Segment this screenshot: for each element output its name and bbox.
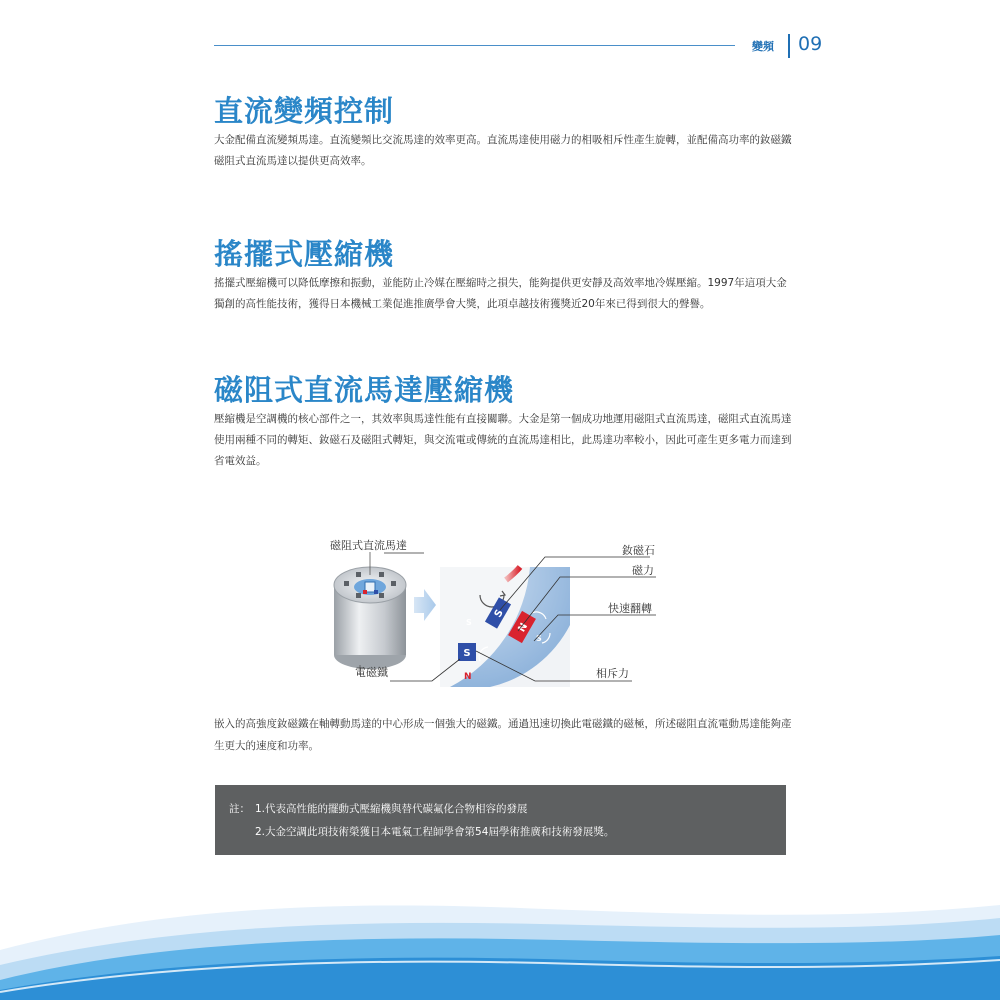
section-title-reluctance-motor: 磁阻式直流馬達壓縮機 xyxy=(214,373,515,407)
label-magnetic-force: 磁力 xyxy=(632,564,654,577)
label-reluctance-motor: 磁阻式直流馬達 xyxy=(330,539,407,552)
notes-label: 註： xyxy=(229,803,250,815)
label-fast-flip: 快速翻轉 xyxy=(608,602,652,615)
section-title-swing-compressor: 搖擺式壓縮機 xyxy=(214,237,395,271)
magnet-pole-n-red: N xyxy=(516,621,531,635)
section-body-reluctance-motor: 壓縮機是空調機的核心部件之一，其效率與馬達性能有直接關聯。大金是第一個成功地運用磁阻式直流馬達，磁阻式直流馬達使用兩種不同的轉矩、釹磁石及磁阻式轉矩，與交流電或傳統的直流馬達相比，此馬達功率較小，因此可產生更多電力而達到省電效益。 xyxy=(214,413,792,467)
footer-wave-decoration xyxy=(0,880,1000,1000)
electromagnet-pole-s: S xyxy=(463,648,471,659)
notes-box xyxy=(215,785,786,855)
header-rule xyxy=(214,45,735,46)
label-electromagnet: 電磁鐵 xyxy=(355,666,388,679)
header-section-label: 變頻 xyxy=(752,40,774,53)
rotor-illustration xyxy=(440,567,570,687)
section-body-dc-inverter: 大金配備直流變頻馬達。直流變頻比交流馬達的效率更高。直流馬達使用磁力的相吸相斥性產生旋轉，並配備高功率的釹磁鐵磁阻式直流馬達以提供更高效率。 xyxy=(214,134,792,167)
magnet-pole-s-upper: S xyxy=(492,607,506,620)
section-title-dc-inverter: 直流變頻控制 xyxy=(214,94,395,128)
label-neodymium: 釹磁石 xyxy=(622,544,655,557)
page-number: 09 xyxy=(798,33,823,55)
section-body-swing-compressor: 搖擺式壓縮機可以降低摩擦和振動，並能防止冷媒在壓縮時之損失，能夠提供更安靜及高效率地冷媒壓縮。1997年這項大金獨創的高性能技術，獲得日本機械工業促進推廣學會大獎，此項卓越技術獲獎近20年來已得到很大的聲譽。 xyxy=(214,277,787,310)
electromagnet-pole-n: N xyxy=(464,672,472,682)
motor-cylinder-illustration xyxy=(334,567,406,669)
note-item: 1.代表高性能的擺動式壓縮機與替代碳氟化合物相容的發展 xyxy=(255,803,528,815)
rotor-pole-s-right: S xyxy=(536,634,542,643)
direction-arrow-icon xyxy=(414,589,436,621)
diagram-caption: 嵌入的高強度釹磁鐵在軸轉動馬達的中心形成一個強大的磁鐵。通過迅速切換此電磁鐵的磁極，所述磁阻直流電動馬達能夠產生更大的速度和功率。 xyxy=(214,718,792,752)
note-item: 2.大金空調此項技術榮獲日本電氣工程師學會第54屆學術推廣和技術發展獎。 xyxy=(255,826,615,838)
motor-diagram xyxy=(320,535,680,695)
header-divider xyxy=(788,34,790,58)
rotor-pole-s-label: S xyxy=(466,618,472,627)
label-repulsion: 相斥力 xyxy=(596,667,629,680)
